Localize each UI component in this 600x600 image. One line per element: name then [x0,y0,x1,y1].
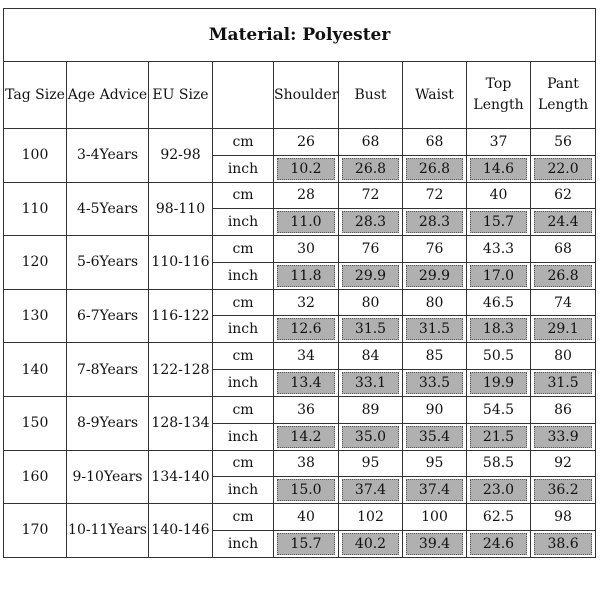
shoulder-cm-value: 32 [274,289,339,316]
header-waist: Waist [403,62,467,129]
waist-cm-value: 100 [403,504,467,531]
bust-inch-value: 29.9 [342,265,399,287]
waist-cm-value: 68 [403,129,467,156]
unit-cm-label: cm [213,504,274,531]
bust-inch-value: 28.3 [342,211,399,233]
top-length-inch-value: 19.9 [470,372,527,394]
shoulder-inch-value: 14.2 [277,426,335,448]
waist-inch-cell [403,316,467,343]
top-length-inch-value: 23.0 [470,479,527,501]
waist-inch-cell [403,477,467,504]
pant-length-inch-cell [531,477,596,504]
waist-inch-value: 39.4 [406,533,463,555]
pant-length-cm-value: 98 [531,504,596,531]
size-row-cm [4,343,596,370]
unit-inch-label: inch [213,477,274,504]
pant-length-cm-value: 92 [531,450,596,477]
waist-inch-value: 28.3 [406,211,463,233]
waist-inch-value: 35.4 [406,426,463,448]
shoulder-inch-cell [274,209,339,236]
tag-size-cell: 110 [4,182,67,236]
unit-cm-label: cm [213,129,274,156]
unit-cm-label: cm [213,343,274,370]
tag-size-cell: 130 [4,289,67,343]
bust-inch-cell [339,155,403,182]
size-row-cm [4,182,596,209]
top-length-cm-value: 58.5 [467,450,531,477]
eu-size-cell: 110-116 [149,236,213,290]
top-length-inch-cell [467,316,531,343]
tag-size-cell: 170 [4,504,67,558]
age-advice-cell: 6-7Years [67,289,149,343]
shoulder-cm-value: 38 [274,450,339,477]
unit-cm-label: cm [213,396,274,423]
size-chart-body [4,9,596,558]
waist-inch-cell [403,262,467,289]
waist-inch-cell [403,530,467,557]
pant-length-cm-value: 86 [531,396,596,423]
pant-length-inch-value: 29.1 [534,318,592,340]
pant-length-inch-cell [531,209,596,236]
waist-inch-cell [403,369,467,396]
tag-size-cell: 100 [4,129,67,183]
shoulder-inch-value: 13.4 [277,372,335,394]
shoulder-inch-value: 10.2 [277,158,335,180]
pant-length-inch-value: 36.2 [534,479,592,501]
pant-length-inch-value: 24.4 [534,211,592,233]
title-row [4,9,596,62]
size-row-cm [4,396,596,423]
age-advice-cell: 10-11Years [67,504,149,558]
bust-cm-value: 76 [339,236,403,263]
top-length-cm-value: 46.5 [467,289,531,316]
bust-cm-value: 84 [339,343,403,370]
bust-cm-value: 102 [339,504,403,531]
shoulder-inch-cell [274,155,339,182]
waist-cm-value: 90 [403,396,467,423]
shoulder-cm-value: 30 [274,236,339,263]
shoulder-inch-value: 12.6 [277,318,335,340]
bust-cm-value: 95 [339,450,403,477]
pant-length-cm-value: 80 [531,343,596,370]
shoulder-cm-value: 36 [274,396,339,423]
top-length-cm-value: 50.5 [467,343,531,370]
bust-cm-value: 68 [339,129,403,156]
top-length-inch-cell [467,369,531,396]
unit-inch-label: inch [213,316,274,343]
top-length-cm-value: 54.5 [467,396,531,423]
eu-size-cell: 92-98 [149,129,213,183]
shoulder-inch-cell [274,423,339,450]
waist-inch-value: 31.5 [406,318,463,340]
pant-length-inch-cell [531,155,596,182]
unit-cm-label: cm [213,182,274,209]
top-length-inch-value: 14.6 [470,158,527,180]
pant-length-inch-cell [531,423,596,450]
tag-size-cell: 140 [4,343,67,397]
size-chart-table [3,8,596,558]
top-length-inch-cell [467,155,531,182]
pant-length-inch-cell [531,530,596,557]
bust-cm-value: 72 [339,182,403,209]
unit-cm-label: cm [213,289,274,316]
header-age-advice: Age Advice [67,62,149,129]
bust-inch-value: 26.8 [342,158,399,180]
size-row-cm [4,504,596,531]
age-advice-cell: 5-6Years [67,236,149,290]
bust-inch-value: 35.0 [342,426,399,448]
top-length-inch-cell [467,423,531,450]
pant-length-cm-value: 74 [531,289,596,316]
header-pant-length: Pant Length [531,62,596,129]
shoulder-inch-cell [274,477,339,504]
header-unit [213,62,274,129]
shoulder-cm-value: 34 [274,343,339,370]
bust-inch-cell [339,477,403,504]
pant-length-inch-cell [531,316,596,343]
header-shoulder: Shoulder [274,62,339,129]
header-bust: Bust [339,62,403,129]
shoulder-inch-value: 11.0 [277,211,335,233]
size-row-cm [4,289,596,316]
bust-inch-value: 37.4 [342,479,399,501]
top-length-inch-value: 21.5 [470,426,527,448]
pant-length-inch-value: 38.6 [534,533,592,555]
top-length-inch-value: 18.3 [470,318,527,340]
age-advice-cell: 4-5Years [67,182,149,236]
unit-inch-label: inch [213,155,274,182]
bust-inch-cell [339,316,403,343]
top-length-inch-cell [467,262,531,289]
size-row-cm [4,129,596,156]
top-length-cm-value: 37 [467,129,531,156]
header-top-length: Top Length [467,62,531,129]
tag-size-cell: 160 [4,450,67,504]
top-length-inch-value: 17.0 [470,265,527,287]
bust-inch-cell [339,530,403,557]
shoulder-cm-value: 40 [274,504,339,531]
waist-inch-cell [403,155,467,182]
waist-inch-cell [403,423,467,450]
header-eu-size: EU Size [149,62,213,129]
eu-size-cell: 122-128 [149,343,213,397]
age-advice-cell: 9-10Years [67,450,149,504]
top-length-cm-value: 43.3 [467,236,531,263]
unit-inch-label: inch [213,262,274,289]
bust-inch-cell [339,262,403,289]
waist-inch-value: 26.8 [406,158,463,180]
waist-inch-value: 33.5 [406,372,463,394]
unit-cm-label: cm [213,236,274,263]
top-length-inch-value: 24.6 [470,533,527,555]
bust-inch-cell [339,209,403,236]
pant-length-inch-cell [531,369,596,396]
eu-size-cell: 140-146 [149,504,213,558]
pant-length-cm-value: 68 [531,236,596,263]
age-advice-cell: 3-4Years [67,129,149,183]
shoulder-inch-cell [274,369,339,396]
unit-inch-label: inch [213,369,274,396]
pant-length-inch-value: 26.8 [534,265,592,287]
bust-inch-value: 31.5 [342,318,399,340]
waist-inch-value: 29.9 [406,265,463,287]
unit-inch-label: inch [213,209,274,236]
shoulder-inch-cell [274,316,339,343]
waist-cm-value: 80 [403,289,467,316]
top-length-cm-value: 40 [467,182,531,209]
unit-inch-label: inch [213,423,274,450]
bust-inch-value: 40.2 [342,533,399,555]
age-advice-cell: 8-9Years [67,396,149,450]
shoulder-inch-value: 11.8 [277,265,335,287]
shoulder-cm-value: 28 [274,182,339,209]
age-advice-cell: 7-8Years [67,343,149,397]
pant-length-inch-cell [531,262,596,289]
pant-length-cm-value: 62 [531,182,596,209]
tag-size-cell: 150 [4,396,67,450]
waist-cm-value: 95 [403,450,467,477]
top-length-inch-cell [467,530,531,557]
bust-inch-cell [339,423,403,450]
eu-size-cell: 134-140 [149,450,213,504]
shoulder-inch-value: 15.0 [277,479,335,501]
eu-size-cell: 128-134 [149,396,213,450]
unit-inch-label: inch [213,530,274,557]
shoulder-inch-cell [274,530,339,557]
header-tag-size: Tag Size [4,62,67,129]
eu-size-cell: 98-110 [149,182,213,236]
waist-inch-cell [403,209,467,236]
tag-size-cell: 120 [4,236,67,290]
waist-inch-value: 37.4 [406,479,463,501]
shoulder-inch-value: 15.7 [277,533,335,555]
waist-cm-value: 76 [403,236,467,263]
bust-inch-value: 33.1 [342,372,399,394]
waist-cm-value: 85 [403,343,467,370]
top-length-inch-cell [467,477,531,504]
size-row-cm [4,236,596,263]
unit-cm-label: cm [213,450,274,477]
header-row [4,62,596,129]
bust-cm-value: 80 [339,289,403,316]
bust-inch-cell [339,369,403,396]
top-length-inch-cell [467,209,531,236]
waist-cm-value: 72 [403,182,467,209]
pant-length-inch-value: 31.5 [534,372,592,394]
eu-size-cell: 116-122 [149,289,213,343]
top-length-inch-value: 15.7 [470,211,527,233]
top-length-cm-value: 62.5 [467,504,531,531]
shoulder-cm-value: 26 [274,129,339,156]
pant-length-inch-value: 33.9 [534,426,592,448]
material-title: Material: Polyester [4,9,596,62]
pant-length-inch-value: 22.0 [534,158,592,180]
bust-cm-value: 89 [339,396,403,423]
shoulder-inch-cell [274,262,339,289]
size-row-cm [4,450,596,477]
pant-length-cm-value: 56 [531,129,596,156]
